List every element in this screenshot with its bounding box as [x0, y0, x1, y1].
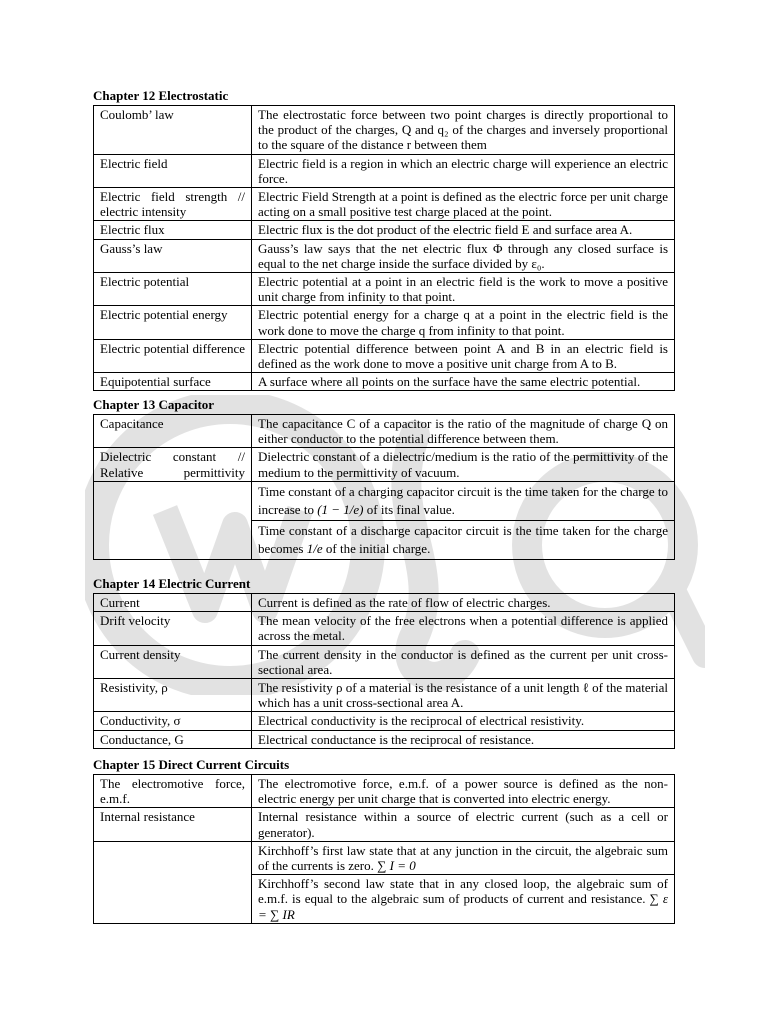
table-row: [94, 645, 675, 678]
definition-cell: Dielectric constant of a dielectric/medium is the ratio of the permittivity of the medium to the permittivity of vacuum.: [252, 448, 675, 481]
definition-text: Kirchhoff’s second law state that in any closed loop, the algebraic sum of e.m.f. is equal to the algebraic sum of products of current and resistance.: [258, 876, 668, 907]
math-expression: (1 − 1/e): [317, 501, 364, 517]
chapter-title: Chapter 13 Capacitor: [93, 397, 215, 412]
table-row: [94, 154, 675, 187]
chapter-14-section: [93, 576, 675, 749]
chapter-title: Chapter 15 Direct Current Circuits: [93, 757, 290, 772]
term-cell: Gauss’s law: [94, 239, 252, 272]
table-row: [94, 415, 675, 448]
definition-cell: A surface where all points on the surface have the same electric potential.: [252, 373, 675, 391]
term-cell: Internal resistance: [94, 808, 252, 841]
chapter-title: Chapter 12 Electrostatic: [93, 88, 229, 103]
term-cell: Electric potential difference: [94, 339, 252, 372]
term-cell: Electric potential: [94, 273, 252, 306]
table-row: [94, 106, 675, 155]
definition-cell: [252, 481, 675, 520]
table-row: [94, 188, 675, 221]
definitions-table: [93, 774, 675, 924]
term-cell: Electric field strength // electric intensity: [94, 188, 252, 221]
chapter-15-section: [93, 757, 675, 924]
definitions-table: [93, 593, 675, 749]
definition-cell: The mean velocity of the free electrons when a potential difference is applied across the metal.: [252, 612, 675, 645]
definition-text: Time constant of a charging capacitor circuit is the time taken for the charge to increase to: [258, 483, 668, 517]
math-expression: 1/e: [306, 540, 323, 556]
definition-cell: Electric potential energy for a charge q at a point in the electric field is the work done to move the charge q from infinity to that point.: [252, 306, 675, 339]
term-cell: Current density: [94, 645, 252, 678]
definition-cell: [252, 841, 675, 874]
definition-text: Kirchhoff’s first law state that at any junction in the circuit, the algebraic sum of the currents is zero.: [258, 842, 668, 874]
term-cell: Current: [94, 594, 252, 612]
definition-cell: The capacitance C of a capacitor is the ratio of the magnitude of charge Q on either conductor to the potential difference between them.: [252, 415, 675, 448]
table-row: [94, 775, 675, 808]
definition-cell: Electric flux is the dot product of the electric field E and surface area A.: [252, 221, 675, 239]
table-row: [94, 730, 675, 748]
term-cell: Electric flux: [94, 221, 252, 239]
chapter-title: Chapter 14 Electric Current: [93, 576, 251, 591]
term-cell: Coulomb’ law: [94, 106, 252, 155]
definition-cell: Electric potential difference between point A and B in an electric field is defined as the work done to move a positive unit charge from A to B.: [252, 339, 675, 372]
term-cell: Dielectric constant // Relative permittivity: [94, 448, 252, 481]
definition-cell: The current density in the conductor is defined as the current per unit cross-sectional area.: [252, 645, 675, 678]
table-row: [94, 712, 675, 730]
definition-cell: The resistivity ρ of a material is the resistance of a unit length ℓ of the material which has a unit cross-sectional area A.: [252, 679, 675, 712]
table-row: [94, 612, 675, 645]
term-cell: [94, 481, 252, 559]
term-cell: Resistivity, ρ: [94, 679, 252, 712]
table-row: [94, 239, 675, 272]
definition-text: of its final value.: [366, 501, 455, 517]
table-row: [94, 306, 675, 339]
table-row: [94, 373, 675, 391]
math-expression: ∑ ε = ∑ IR: [258, 891, 669, 922]
definition-cell: Electric field is a region in which an electric charge will experience an electric force.: [252, 154, 675, 187]
definition-cell: Gauss’s law says that the net electric flux Φ through any closed surface is equal to the net charge inside the surface divided by ε₀.: [252, 239, 675, 272]
definition-cell: Electric Field Strength at a point is defined as the electric force per unit charge acting on a small positive test charge placed at the point.: [252, 188, 675, 221]
definition-cell: The electrostatic force between two point charges is directly proportional to the product of the charges, Q and q₂ of the charges and inversely proportional to the square of the distance r between them: [252, 106, 675, 155]
definition-cell: Internal resistance within a source of electric current (such as a cell or generator).: [252, 808, 675, 841]
term-cell: Conductance, G: [94, 730, 252, 748]
definition-cell: Electric potential at a point in an electric field is the work to move a positive unit charge from infinity to that point.: [252, 273, 675, 306]
table-row: [94, 594, 675, 612]
definition-cell: The electromotive force, e.m.f. of a power source is defined as the non-electric energy per unit charge that is converted into electric energy.: [252, 775, 675, 808]
table-row: [94, 273, 675, 306]
term-cell: Electric potential energy: [94, 306, 252, 339]
term-cell: Drift velocity: [94, 612, 252, 645]
definition-cell: Current is defined as the rate of flow of electric charges.: [252, 594, 675, 612]
definitions-table: [93, 105, 675, 391]
table-row: [94, 481, 675, 520]
table-row: [94, 339, 675, 372]
table-row: [94, 221, 675, 239]
term-cell: Capacitance: [94, 415, 252, 448]
definition-text: of the initial charge.: [325, 540, 431, 556]
table-row: [94, 841, 675, 874]
term-cell: [94, 841, 252, 923]
table-row: [94, 448, 675, 481]
definitions-table: [93, 414, 675, 560]
chapter-13-section: [93, 397, 675, 560]
term-cell: Conductivity, σ: [94, 712, 252, 730]
definition-cell: [252, 520, 675, 559]
definition-text: Time constant of a discharge capacitor circuit is the time taken for the charge becomes: [258, 522, 668, 556]
chapter-12-section: [93, 88, 675, 391]
term-cell: Equipotential surface: [94, 373, 252, 391]
math-expression: ∑ I = 0: [377, 858, 416, 874]
table-row: [94, 808, 675, 841]
table-row: [94, 679, 675, 712]
term-cell: The electromotive force, e.m.f.: [94, 775, 252, 808]
definition-cell: [252, 875, 675, 924]
definition-cell: Electrical conductivity is the reciprocal of electrical resistivity.: [252, 712, 675, 730]
definition-cell: Electrical conductance is the reciprocal of resistance.: [252, 730, 675, 748]
term-cell: Electric field: [94, 154, 252, 187]
